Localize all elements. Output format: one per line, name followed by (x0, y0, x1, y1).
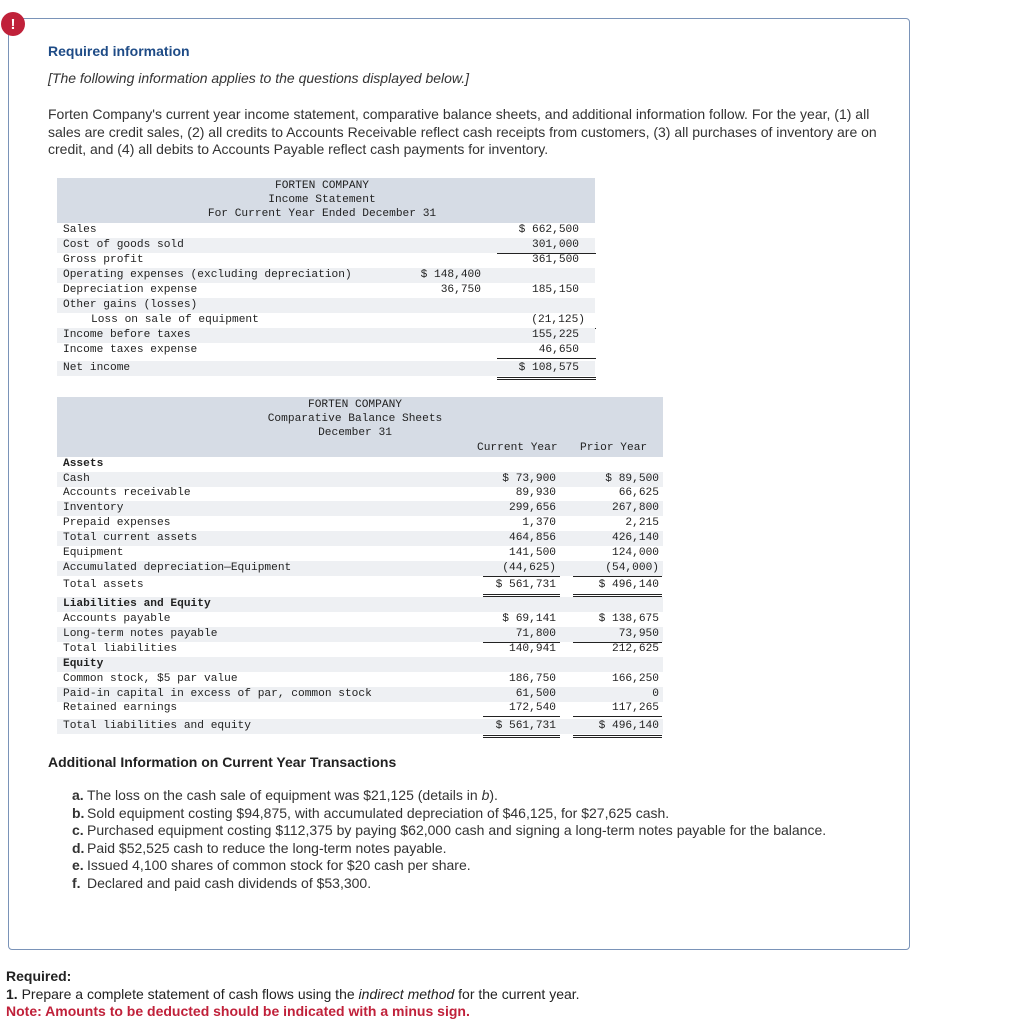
required-info-title: Required information (48, 43, 190, 59)
additional-info-list (72, 787, 852, 892)
list-item (72, 805, 852, 823)
current-year-value: 1,370 (483, 516, 560, 532)
is-row (57, 343, 595, 358)
row-label: Total assets (63, 579, 144, 591)
required-question (6, 986, 580, 1002)
table-row (57, 501, 663, 516)
is-row-amount: 301,000 (497, 238, 596, 254)
income-statement-header (57, 178, 595, 223)
question-text: Prepare a complete statement of cash flows using the (21, 986, 355, 1002)
table-row (57, 561, 663, 576)
is-row (57, 298, 595, 313)
prior-year-value: 426,140 (612, 532, 659, 544)
balance-sheet-body (57, 457, 663, 747)
bs-title: Comparative Balance Sheets (267, 413, 443, 425)
is-row (57, 223, 595, 238)
is-row-inner-amount: $ 148,400 (420, 269, 481, 281)
item-letter: c. (72, 822, 84, 838)
prior-year-value: 66,625 (618, 487, 659, 499)
item-text: Declared and paid cash dividends of $53,300. (87, 874, 372, 891)
current-year-value: 140,941 (509, 643, 556, 655)
item-letter: e. (72, 857, 84, 873)
is-row-amount: 155,225 (532, 329, 579, 341)
is-row-amount: $ 662,500 (518, 224, 579, 236)
bs-date: December 31 (318, 427, 392, 439)
is-row-label: Loss on sale of equipment (91, 314, 259, 326)
balance-sheet (57, 397, 663, 747)
prior-year-value: 0 (652, 688, 659, 700)
table-row (57, 627, 663, 642)
item-text: Sold equipment costing $94,875, with accumulated depreciation of $46,125, for $27,625 cash. (87, 804, 670, 821)
item-letter: b. (72, 804, 85, 821)
item-emphasis: b (481, 787, 490, 803)
current-year-value: 61,500 (515, 688, 556, 700)
row-label: Cash (63, 472, 90, 485)
row-label: Total current assets (63, 532, 198, 544)
table-row (57, 516, 663, 531)
is-row (57, 313, 595, 328)
table-row (57, 657, 663, 672)
is-title: Income Statement (268, 194, 376, 206)
is-row-label: Depreciation expense (63, 284, 198, 296)
is-row (57, 238, 595, 253)
prior-year-value: 2,215 (573, 516, 662, 532)
table-row (57, 719, 663, 734)
is-row-label: Income before taxes (63, 329, 191, 341)
income-statement (57, 178, 595, 423)
table-row (57, 672, 663, 687)
question-emphasis: indirect method (358, 986, 455, 1002)
is-row-label: Income taxes expense (63, 344, 198, 356)
row-label: Total liabilities (63, 643, 178, 655)
table-row (57, 578, 663, 593)
list-item (72, 822, 852, 840)
prior-year-value: (54,000) (573, 561, 662, 577)
table-row (57, 642, 663, 657)
prior-year-value: 267,800 (612, 502, 659, 514)
list-item (72, 875, 852, 893)
current-year-value: 172,540 (483, 701, 560, 717)
is-row-amount: 46,650 (497, 343, 596, 359)
table-row (57, 486, 663, 501)
row-label: Assets (63, 458, 104, 470)
required-note: Note: Amounts to be deducted should be indicated with a minus sign. (6, 1003, 470, 1019)
current-year-value: 186,750 (509, 673, 556, 685)
current-year-value: $ 561,731 (483, 719, 560, 738)
is-row-inner-amount: 36,750 (403, 283, 487, 299)
is-row-label: Cost of goods sold (63, 239, 184, 251)
prior-year-value: $ 496,140 (573, 578, 662, 597)
question-text-end: for the current year. (458, 986, 580, 1002)
table-row (57, 687, 663, 702)
list-item (72, 840, 852, 858)
row-label: Accumulated depreciation—Equipment (63, 562, 292, 574)
row-label: Retained earnings (63, 702, 178, 714)
required-label: Required: (6, 968, 72, 984)
row-label: Prepaid expenses (63, 517, 171, 529)
prior-year-value: $ 138,675 (598, 613, 659, 625)
is-row-label: Other gains (losses) (63, 299, 198, 311)
balance-sheet-header (57, 397, 663, 457)
is-row-amount: 185,150 (532, 284, 579, 296)
current-year-value: 299,656 (509, 502, 556, 514)
problem-intro: Forten Company's current year income statement, comparative balance sheets, and additional information follow. For the year, (1) all sales are credit sales, (2) all credits to Accounts Receivable reflect cash receipts from customers, (3) all purchases of inventory are on credit, and (4) all debits to Accounts Payable reflect cash payments for inventory. (48, 106, 877, 157)
is-row-label: Operating expenses (excluding depreciation) (63, 269, 352, 281)
is-row-label: Net income (63, 362, 131, 374)
prior-year-value: 124,000 (612, 547, 659, 559)
is-row-label: Sales (63, 224, 97, 236)
is-period: For Current Year Ended December 31 (207, 208, 437, 220)
row-label: Liabilities and Equity (63, 598, 211, 610)
is-row-amount: $ 108,575 (497, 361, 596, 380)
item-letter: a. (72, 787, 84, 803)
bs-company: FORTEN COMPANY (308, 399, 402, 411)
item-text: Issued 4,100 shares of common stock for $20 cash per share. (87, 857, 471, 873)
prior-year-value: 117,265 (573, 701, 662, 717)
prior-year-value: 166,250 (612, 673, 659, 685)
required-info-subtitle: [The following information applies to the questions displayed below.] (48, 70, 470, 86)
row-label: Equity (63, 658, 104, 670)
bs-col-prior: Prior Year (580, 442, 648, 454)
current-year-value: 89,930 (515, 487, 556, 499)
item-letter: d. (72, 839, 85, 856)
is-row (57, 328, 595, 343)
row-label: Inventory (63, 502, 124, 514)
current-year-value: $ 561,731 (483, 578, 560, 597)
current-year-value: $ 69,141 (502, 613, 556, 625)
current-year-value: (44,625) (483, 561, 560, 577)
table-row (57, 472, 663, 487)
row-label: Long-term notes payable (63, 628, 218, 640)
table-row (57, 531, 663, 546)
is-row (57, 268, 595, 283)
is-company: FORTEN COMPANY (275, 180, 369, 192)
row-label: Common stock, $5 par value (63, 673, 238, 685)
item-text: Purchased equipment costing $112,375 by paying $62,000 cash and signing a long-term notes payable for the balance. (87, 822, 827, 838)
additional-info-title: Additional Information on Current Year Transactions (48, 754, 397, 770)
table-row (57, 612, 663, 627)
table-row (57, 701, 663, 716)
row-label: Accounts receivable (63, 487, 191, 499)
current-year-value: 464,856 (509, 532, 556, 544)
is-row (57, 361, 595, 376)
prior-year-value: 212,625 (612, 643, 659, 655)
row-label: Paid-in capital in excess of par, common stock (63, 688, 372, 700)
item-tail: ). (489, 787, 498, 803)
row-label: Accounts payable (63, 613, 171, 625)
prior-year-value: 73,950 (573, 627, 662, 643)
current-year-value: $ 73,900 (502, 472, 556, 485)
current-year-value: 141,500 (509, 547, 556, 559)
table-row (57, 457, 663, 472)
bs-col-current: Current Year (477, 442, 558, 454)
item-text: Paid $52,525 cash to reduce the long-term notes payable. (87, 839, 447, 856)
is-row-label: Gross profit (63, 254, 144, 266)
table-row (57, 597, 663, 612)
prior-year-value: $ 496,140 (573, 719, 662, 738)
current-year-value: 71,800 (483, 627, 560, 643)
item-letter: f. (72, 874, 81, 891)
is-row-amount: 361,500 (532, 254, 579, 266)
question-number: 1. (6, 986, 18, 1002)
row-label: Equipment (63, 547, 124, 559)
list-item (72, 787, 852, 805)
item-text: The loss on the cash sale of equipment was $21,125 (details in (87, 787, 482, 803)
row-label: Total liabilities and equity (63, 720, 251, 732)
is-row (57, 253, 595, 268)
is-row (57, 283, 595, 298)
prior-year-value: $ 89,500 (605, 472, 659, 485)
table-row (57, 546, 663, 561)
list-item (72, 857, 852, 875)
is-row-amount: (21,125) (497, 313, 596, 329)
alert-icon: ! (1, 12, 25, 36)
